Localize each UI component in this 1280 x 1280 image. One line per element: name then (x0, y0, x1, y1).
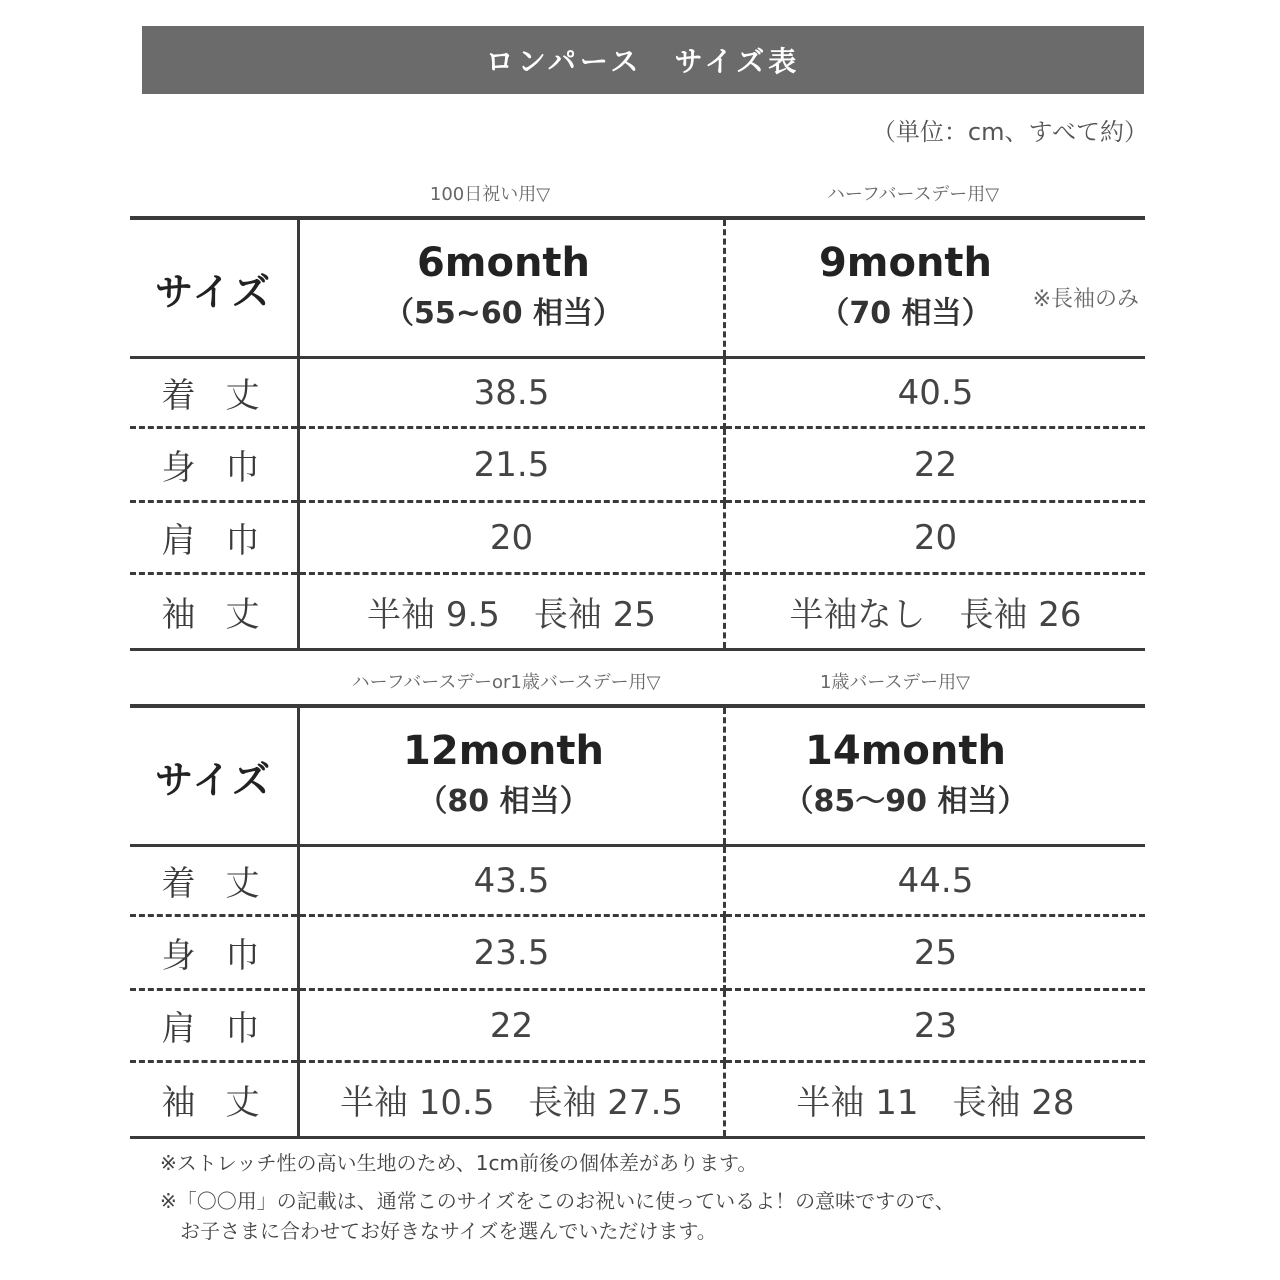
size-12month: 12month (403, 728, 604, 774)
value-cell (725, 846, 1146, 916)
value-cell (299, 574, 725, 650)
row-label-cell (130, 990, 299, 1062)
value-12month-length: 43.5 (473, 860, 550, 901)
table-row (130, 916, 1145, 990)
section-label-12month: ハーフバースデーor1歳バースデー用▽ (351, 672, 661, 693)
value-14month-length: 44.5 (897, 860, 974, 901)
size-9month: 9month (818, 240, 993, 286)
size-label-cell (130, 218, 299, 358)
value-6month-body-width: 21.5 (473, 444, 550, 485)
unit-note: （単位：cm、すべて約） (871, 118, 1148, 146)
size-14month: 14month (805, 728, 1006, 774)
row-label-cell (130, 1062, 299, 1138)
value-9month-body-width: 22 (913, 444, 958, 485)
row-label-length: 着丈 (161, 376, 290, 416)
long-sleeve-only-note: ※長袖のみ (1032, 287, 1139, 312)
value-cell (725, 916, 1146, 990)
row-label-shoulder: 肩巾 (161, 521, 290, 561)
table-row (130, 1062, 1145, 1138)
size-14month-cell (725, 706, 1146, 846)
row-label-body-width: 身巾 (161, 936, 290, 976)
row-label-sleeve: 袖丈 (161, 1083, 290, 1123)
size-9month-cell (725, 218, 1146, 358)
row-label-cell (130, 502, 299, 574)
value-12month-sleeve: 半袖 10.5 長袖 27.5 (339, 1083, 684, 1123)
value-cell (299, 428, 725, 502)
value-cell (299, 1062, 725, 1138)
row-label-cell (130, 846, 299, 916)
table-row (130, 358, 1145, 428)
table-header-row (130, 218, 1145, 358)
size-6month: 6month (416, 240, 591, 286)
section-label-6month: 100日祝い用▽ (429, 184, 551, 205)
row-label-cell (130, 358, 299, 428)
table-row (130, 990, 1145, 1062)
section-label-9month: ハーフバースデー用▽ (826, 184, 1000, 205)
value-12month-body-width: 23.5 (473, 932, 550, 973)
size-6month-equiv: （55~60 相当） (383, 296, 624, 331)
table-row (130, 574, 1145, 650)
size-label: サイズ (155, 269, 272, 314)
value-cell (299, 502, 725, 574)
size-12month-equiv: （80 相当） (417, 784, 590, 819)
value-12month-shoulder: 22 (489, 1005, 534, 1046)
section-label-14month: 1歳バースデー用▽ (819, 672, 971, 693)
row-label-length: 着丈 (161, 864, 290, 904)
row-label-cell (130, 574, 299, 650)
value-cell (299, 916, 725, 990)
value-cell (725, 574, 1146, 650)
row-label-cell (130, 428, 299, 502)
value-6month-sleeve: 半袖 9.5 長袖 25 (367, 595, 656, 635)
size-label-cell (130, 706, 299, 846)
size-14month-equiv: （85～90 相当） (783, 784, 1028, 819)
value-cell (725, 990, 1146, 1062)
value-9month-shoulder: 20 (913, 517, 958, 558)
footnote-usage: ※「〇〇用」の記載は、通常このサイズをこのお祝いに使っているよ！の意味ですので、 お子さまに合わせてお好きなサイズを選んでいただけます。 (160, 1189, 955, 1243)
value-cell (725, 428, 1146, 502)
value-cell (299, 990, 725, 1062)
row-label-sleeve: 袖丈 (161, 595, 290, 635)
size-table-2 (130, 704, 1145, 1139)
value-cell (725, 1062, 1146, 1138)
value-cell (725, 358, 1146, 428)
footnote-stretch: ※ストレッチ性の高い生地のため、1cm前後の個体差があります。 (160, 1151, 758, 1175)
value-6month-length: 38.5 (473, 372, 550, 413)
table-row (130, 502, 1145, 574)
table-header-row (130, 706, 1145, 846)
row-label-cell (130, 916, 299, 990)
value-14month-body-width: 25 (913, 932, 958, 973)
table-row (130, 846, 1145, 916)
size-6month-cell (299, 218, 725, 358)
value-6month-shoulder: 20 (489, 517, 534, 558)
value-9month-length: 40.5 (897, 372, 974, 413)
value-9month-sleeve: 半袖なし 長袖 26 (789, 595, 1082, 635)
size-table-1 (130, 216, 1145, 651)
size-label: サイズ (155, 757, 272, 802)
value-cell (725, 502, 1146, 574)
value-cell (299, 846, 725, 916)
page-title: ロンパース サイズ表 (142, 26, 1144, 94)
value-14month-sleeve: 半袖 11 長袖 28 (796, 1083, 1075, 1123)
value-14month-shoulder: 23 (913, 1005, 958, 1046)
value-cell (299, 358, 725, 428)
row-label-body-width: 身巾 (161, 448, 290, 488)
size-12month-cell (299, 706, 725, 846)
size-9month-equiv: （70 相当） (819, 296, 992, 331)
table-row (130, 428, 1145, 502)
row-label-shoulder: 肩巾 (161, 1009, 290, 1049)
